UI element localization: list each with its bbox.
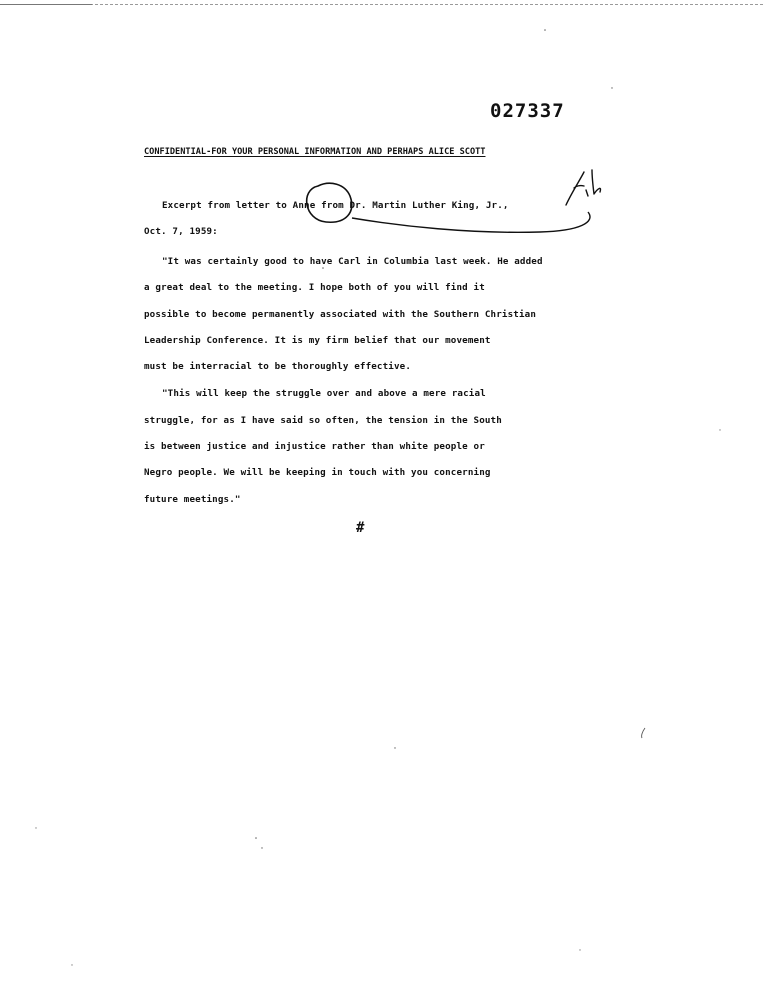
- intro-line-1: Excerpt from letter to Anne from Dr. Martin Luther King, Jr.,: [162, 200, 509, 211]
- quote-1-line-1: "It was certainly good to have Carl in Columbia last week. He added: [162, 256, 543, 267]
- end-mark: #: [356, 520, 365, 536]
- quote-2-line-1: "This will keep the struggle over and above a mere racial: [162, 388, 486, 399]
- scan-top-border-solid: [0, 4, 92, 5]
- quote-1-line-4: Leadership Conference. It is my firm belief that our movement: [144, 335, 491, 346]
- classification-heading: CONFIDENTIAL-FOR YOUR PERSONAL INFORMATION AND PERHAPS ALICE SCOTT: [144, 147, 486, 157]
- quote-2-line-3: is between justice and injustice rather than white people or: [144, 441, 485, 452]
- handwritten-underline: [352, 212, 590, 232]
- intro-line-2: Oct. 7, 1959:: [144, 226, 218, 237]
- handwritten-file-scribble: [566, 170, 601, 205]
- quote-1-line-5: must be interracial to be thoroughly effective.: [144, 361, 412, 372]
- quote-1-line-3: possible to become permanently associated with the Southern Christian: [144, 309, 537, 320]
- page-number: 027337: [490, 100, 565, 122]
- quote-2-line-4: Negro people. We will be keeping in touch with you concerning: [144, 467, 491, 478]
- quote-1-line-2: a great deal to the meeting. I hope both of you will find it: [144, 282, 485, 293]
- quote-2-line-5: future meetings.": [144, 494, 241, 505]
- scan-top-border: [0, 4, 763, 5]
- quote-2-line-2: struggle, for as I have said so often, the tension in the South: [144, 415, 502, 426]
